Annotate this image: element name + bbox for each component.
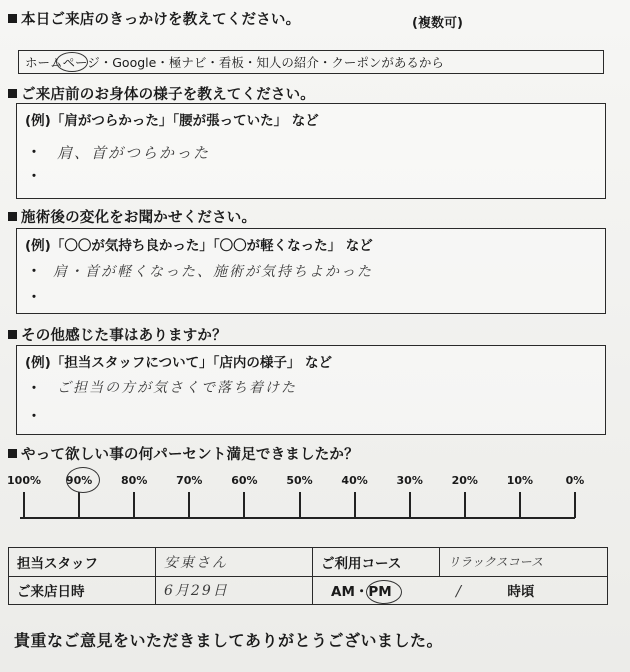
- q1-heading-text: 本日ご来店のきっかけを教えてください。: [21, 12, 301, 28]
- scale-label: 60%: [231, 474, 258, 487]
- q3-example: (例)「〇〇が気持ち良かった」「〇〇が軽くなった」 など: [25, 238, 373, 254]
- q4-example: (例)「担当スタッフについて」「店内の様子」 など: [25, 355, 333, 371]
- course-value[interactable]: [440, 548, 608, 577]
- scale-tick[interactable]: [574, 492, 576, 518]
- multiple-choice-note: (複数可): [412, 16, 463, 31]
- scale-label: 70%: [176, 474, 203, 487]
- q2-heading: [8, 83, 315, 104]
- staff-label: 担当スタッフ: [9, 548, 156, 577]
- square-bullet-icon: [8, 14, 17, 23]
- scale-label: 40%: [341, 474, 368, 487]
- scale-tick[interactable]: [188, 492, 190, 518]
- pm-circle-icon: [366, 580, 402, 604]
- scale-tick[interactable]: [133, 492, 135, 518]
- scale-tick[interactable]: [519, 492, 521, 518]
- thank-you-message: 貴重なご意見をいただきましてありがとうございました。: [14, 631, 444, 650]
- q2-example: (例)「肩がつらかった」「腰が張っていた」 など: [25, 113, 319, 129]
- q3-bullet-2: ・: [27, 290, 41, 306]
- square-bullet-icon: [8, 89, 17, 98]
- q4-bullet-2: ・: [27, 409, 41, 425]
- scale-tick[interactable]: [409, 492, 411, 518]
- scale-tick[interactable]: [23, 492, 25, 518]
- scale-label: 30%: [396, 474, 423, 487]
- scale-tick[interactable]: [78, 492, 80, 518]
- square-bullet-icon: [8, 449, 17, 458]
- q3-answer: 肩・首が軽くなった、施術が気持ちよかった: [53, 264, 373, 280]
- scale-label: 100%: [7, 474, 41, 487]
- course-value-text: リラックスコース: [448, 555, 544, 570]
- q5-heading: [8, 443, 359, 464]
- q4-bullet-1: ・: [27, 381, 41, 397]
- date-value[interactable]: [156, 576, 313, 605]
- hour-value: /: [456, 582, 464, 601]
- scale-label: 0%: [565, 474, 585, 487]
- square-bullet-icon: [8, 330, 17, 339]
- q2-heading-text: ご来店前のお身体の様子を教えてください。: [21, 87, 315, 103]
- scale-tick[interactable]: [243, 492, 245, 518]
- scale-label: 20%: [451, 474, 478, 487]
- q4-answer: ご担当の方が気さくで落ち着けた: [57, 380, 297, 396]
- course-label: ご利用コース: [313, 548, 440, 577]
- date-label: ご来店日時: [9, 576, 156, 605]
- scale-label: 10%: [506, 474, 534, 487]
- q2-answer-box[interactable]: [16, 103, 606, 199]
- scale-baseline: [20, 517, 575, 519]
- q4-answer-box[interactable]: [16, 345, 606, 435]
- q2-bullet-2: ・: [27, 169, 41, 185]
- scale-label: 50%: [286, 474, 313, 487]
- q4-heading: [8, 324, 227, 345]
- q3-heading-text: 施術後の変化をお聞かせください。: [21, 210, 257, 226]
- scale-tick[interactable]: [464, 492, 466, 518]
- selected-circle-icon: [66, 467, 100, 493]
- q3-answer-box[interactable]: [16, 228, 606, 314]
- ampm-text: AM・PM: [331, 584, 392, 601]
- q2-bullet-1: ・: [27, 145, 41, 161]
- q3-bullet-1: ・: [27, 264, 41, 280]
- scale-label: 80%: [121, 474, 148, 487]
- staff-value[interactable]: [156, 548, 313, 577]
- q4-heading-text: その他感じた事はありますか？: [21, 328, 227, 344]
- circle-mark-icon: [56, 52, 88, 72]
- scale-label: 90%: [65, 474, 93, 487]
- q5-heading-text: やって欲しい事の何パーセント満足できましたか？: [21, 447, 359, 463]
- square-bullet-icon: [8, 212, 17, 221]
- time-suffix: 時頃: [507, 584, 535, 601]
- q1-heading: [8, 8, 300, 29]
- scale-tick[interactable]: [354, 492, 356, 518]
- staff-value-text: 安東さん: [164, 554, 228, 571]
- q2-answer: 肩、首がつらかった: [57, 144, 211, 162]
- scale-tick[interactable]: [299, 492, 301, 518]
- source-options[interactable]: ホームページ・Google・極ナビ・看板・知人の紹介・クーポンがあるから: [18, 50, 604, 74]
- date-value-text: 6月29日: [164, 583, 229, 600]
- time-cell[interactable]: [313, 576, 608, 605]
- visit-info-table: [8, 547, 608, 605]
- q3-heading: [8, 206, 256, 227]
